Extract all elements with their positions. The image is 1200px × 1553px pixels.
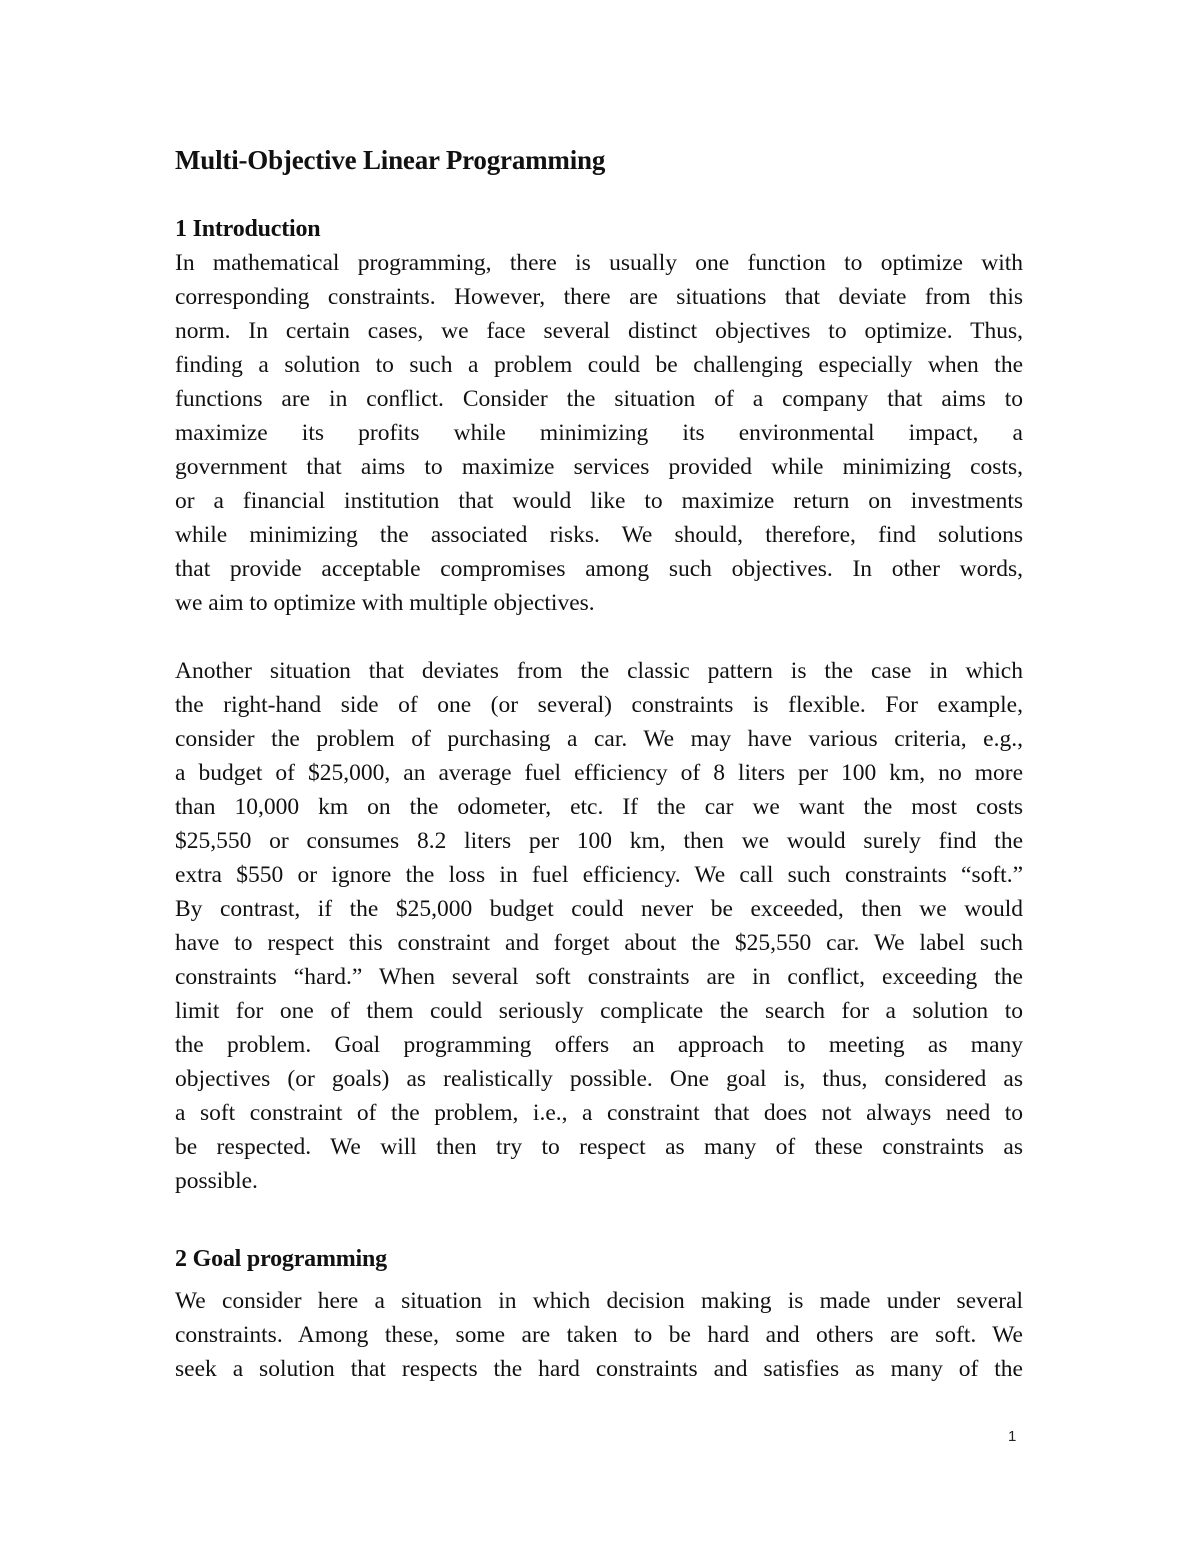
- text-line: be respected. We will then try to respect as many of these constraints as: [175, 1134, 1023, 1160]
- text-line: the problem. Goal programming offers an approach to meeting as many: [175, 1032, 1023, 1058]
- text-line: In mathematical programming, there is usually one function to optimize with: [175, 250, 1023, 276]
- text-line: objectives (or goals) as realistically possible. One goal is, thus, considered as: [175, 1066, 1023, 1092]
- text-line: norm. In certain cases, we face several distinct objectives to optimize. Thus,: [175, 318, 1023, 344]
- text-line: limit for one of them could seriously complicate the search for a solution to: [175, 998, 1023, 1024]
- text-line: seek a solution that respects the hard constraints and satisfies as many of the: [175, 1356, 1023, 1382]
- text-line: finding a solution to such a problem could be challenging especially when the: [175, 352, 1023, 378]
- section-introduction: [175, 212, 1023, 1198]
- text-line: extra $550 or ignore the loss in fuel efficiency. We call such constraints “soft.”: [175, 862, 1023, 888]
- text-line: Another situation that deviates from the classic pattern is the case in which: [175, 658, 1023, 684]
- text-line: a budget of $25,000, an average fuel efficiency of 8 liters per 100 km, no more: [175, 760, 1023, 786]
- document-title: Multi-Objective Linear Programming: [175, 145, 606, 175]
- text-line: $25,550 or consumes 8.2 liters per 100 km, then we would surely find the: [175, 828, 1023, 854]
- section-heading: 1 Introduction: [175, 216, 321, 242]
- text-line: We consider here a situation in which decision making is made under several: [175, 1288, 1023, 1314]
- page-number: 1: [1008, 1428, 1017, 1445]
- text-line: or a financial institution that would like to maximize return on investments: [175, 488, 1023, 514]
- text-line: that provide acceptable compromises among such objectives. In other words,: [175, 556, 1023, 582]
- text-line: government that aims to maximize services provided while minimizing costs,: [175, 454, 1023, 480]
- text-line: possible.: [175, 1168, 258, 1194]
- text-line: a soft constraint of the problem, i.e., a constraint that does not always need to: [175, 1100, 1023, 1126]
- section-goal-programming: [175, 1242, 1023, 1386]
- text-line: than 10,000 km on the odometer, etc. If the car we want the most costs: [175, 794, 1023, 820]
- text-line: the right-hand side of one (or several) constraints is flexible. For example,: [175, 692, 1023, 718]
- section-heading: 2 Goal programming: [175, 1246, 387, 1272]
- text-line: we aim to optimize with multiple objectives.: [175, 590, 595, 616]
- text-line: maximize its profits while minimizing its environmental impact, a: [175, 420, 1023, 446]
- paragraph: [175, 1284, 1023, 1386]
- text-line: By contrast, if the $25,000 budget could never be exceeded, then we would: [175, 896, 1023, 922]
- paragraph: [175, 654, 1023, 1198]
- text-line: corresponding constraints. However, there are situations that deviate from this: [175, 284, 1023, 310]
- text-line: functions are in conflict. Consider the situation of a company that aims to: [175, 386, 1023, 412]
- text-line: while minimizing the associated risks. We should, therefore, find solutions: [175, 522, 1023, 548]
- text-line: constraints. Among these, some are taken to be hard and others are soft. We: [175, 1322, 1023, 1348]
- text-line: have to respect this constraint and forget about the $25,550 car. We label such: [175, 930, 1023, 956]
- paragraph: [175, 246, 1023, 620]
- text-line: consider the problem of purchasing a car. We may have various criteria, e.g.,: [175, 726, 1023, 752]
- text-line: constraints “hard.” When several soft constraints are in conflict, exceeding the: [175, 964, 1023, 990]
- page-content: [175, 140, 1023, 1386]
